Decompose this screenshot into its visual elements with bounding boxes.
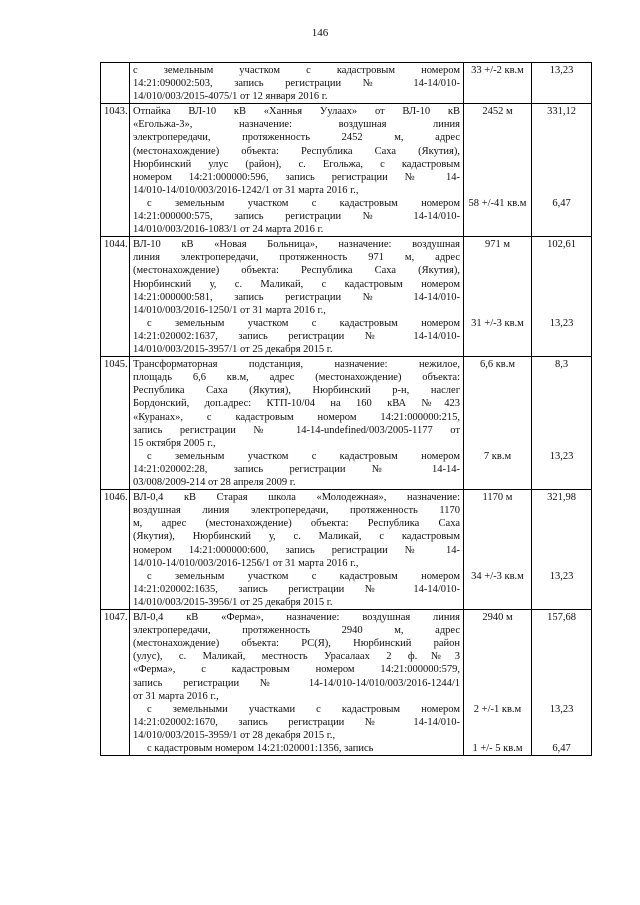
description-block [133, 197, 460, 236]
value-entry: 13,23 [549, 570, 574, 582]
description-line: 14:21:020002:28, запись регистрации № 14-14- [133, 463, 460, 475]
size-entry: 33 +/-2 кв.м [471, 65, 524, 76]
description-line: с земельным участком с кадастровым номером [147, 570, 460, 582]
description-block [133, 358, 460, 450]
table-row [101, 63, 592, 104]
description-line: 14:21:090002:503, запись регистрации № 14-14/010- [133, 78, 460, 90]
description-line: 03/008/2009-214 от 28 апреля 2009 г. [133, 477, 296, 489]
value-cell [532, 104, 592, 237]
value-entry: 13,23 [549, 450, 574, 462]
object-description [130, 63, 464, 104]
description-line: номером 14:21:000000:596, запись регистрации № 14- [133, 171, 460, 183]
size-entry: 6,6 кв.м [479, 359, 516, 371]
description-line: ВЛ-10 кВ «Новая Больница», назначение: воздушная [133, 239, 460, 251]
size-cell [464, 237, 532, 357]
description-line: 14/010/003/2016-1083/1 от 24 марта 2016 г. [133, 224, 324, 236]
description-line: 14:21:020002:1637, запись регистрации № 14-14/010- [133, 330, 460, 342]
value-entry: 13,23 [549, 317, 574, 329]
size-entry: 1170 м [482, 492, 513, 504]
description-line: 14:21:000000:575, запись регистрации № 14-14/010- [133, 211, 460, 223]
size-cell [464, 63, 532, 104]
description-line: (улус), с. Маликай, местность Урасалаах 2 ф.№3 [133, 651, 460, 663]
row-number: 1043. [101, 104, 130, 237]
description-block [133, 317, 460, 356]
table-row [101, 237, 592, 357]
size-entry: 971 м [484, 239, 511, 251]
description-line: м, адрес (местонахождение) объекта: Республика Саха [133, 518, 460, 530]
page-number: 146 [311, 27, 329, 39]
value-entry: 13,23 [549, 703, 574, 715]
description-block [133, 742, 460, 755]
description-line: Нюрбинский у, с. Маликай, с кадастровым номером [133, 278, 460, 290]
property-register-table [100, 62, 592, 756]
value-cell [532, 357, 592, 490]
size-cell [464, 104, 532, 237]
object-description [130, 357, 464, 490]
description-line: Трансформаторная подстанция, назначение: нежилое, [133, 359, 460, 371]
object-description [130, 490, 464, 610]
description-line: 14/010/003/2016-1250/1 от 31 марта 2016 г., [133, 304, 326, 316]
size-entry: 1 +/- 5 кв.м [472, 743, 523, 755]
description-line: запись регистрации № 14-14/010-14/010/003/2016-1244/1 [133, 677, 460, 689]
size-cell [464, 490, 532, 610]
description-line: номером 14:21:000000:600, запись регистрации № 14- [133, 544, 460, 556]
description-line: Нюрбинский улус (район), с. Егольжа, с кадастровым [133, 158, 460, 170]
description-line: (местонахождение) объекта: Республика Саха (Якутия), [133, 145, 460, 157]
description-line: Отпайка ВЛ-10 кВ «Ханнья Уулаах» от ВЛ-10 кВ [133, 106, 460, 118]
object-description [130, 610, 464, 756]
table-row [101, 490, 592, 610]
table-row [101, 104, 592, 237]
description-line: 14:21:000000:581, запись регистрации № 14-14/010- [133, 291, 460, 303]
size-entry: 2452 м [482, 106, 513, 118]
description-line: 15 октября 2005 г., [133, 437, 216, 449]
value-entry: 6,47 [552, 743, 571, 755]
description-line: 14/010/003/2015-3957/1 от 25 декабря 2015 г. [133, 344, 333, 356]
description-line: линия электропередачи, протяженность 971 м, адрес [133, 252, 460, 264]
description-line: от 31 марта 2016 г., [133, 690, 219, 702]
description-line: «Ферма», с кадастровым номером 14:21:000000:579, [133, 664, 460, 676]
description-line: «Куранах», с кадастровым номером 14:21:000000:215, [133, 411, 460, 423]
description-line: воздушная линия электропередачи, протяженность 1170 [133, 505, 460, 517]
description-line: (Якутия), Нюрбинский у, с. Маликай, с кадастровым [133, 531, 460, 543]
size-entry: 2940 м [482, 612, 513, 624]
description-line: Бордонский, доп.адрес: КТП-10/04 на 160 кВА №423 [133, 398, 460, 410]
description-line: «Егольжа-3», назначение: воздушная линия [133, 119, 460, 131]
description-block [133, 611, 460, 703]
description-block [133, 238, 460, 317]
description-block [133, 450, 460, 489]
description-line: (местонахождение) объекта: РС(Я), Нюрбинский район [133, 638, 460, 650]
size-entry: 7 кв.м [483, 450, 512, 462]
row-number [101, 63, 130, 104]
value-cell [532, 610, 592, 756]
description-line: запись регистрации № 14-14-undefined/003/2005-1177 от [133, 424, 460, 436]
value-cell [532, 490, 592, 610]
description-line: с земельным участком с кадастровым номером [147, 197, 460, 209]
description-line: электропередачи, протяженность 2452 м, адрес [133, 132, 460, 144]
value-entry: 8,3 [554, 359, 569, 371]
description-line: 14/010-14/010/003/2016-1242/1 от 31 марта 2016 г., [133, 184, 359, 196]
description-line: с земельным участком с кадастровым номером [147, 317, 460, 329]
description-line: 14/010/003/2015-3956/1 от 25 декабря 2015 г. [133, 596, 333, 608]
value-entry: 331,12 [547, 106, 576, 118]
description-line: ВЛ-0,4 кВ Старая школа «Молодежная», назначение: [133, 492, 460, 504]
value-entry: 102,61 [547, 239, 576, 251]
size-entry: 34 +/-3 кв.м [471, 570, 524, 582]
value-cell [532, 63, 592, 104]
value-entry: 157,68 [547, 612, 576, 624]
description-block [133, 491, 460, 570]
description-block [133, 105, 460, 197]
description-line: ВЛ-0,4 кВ «Ферма», назначение: воздушная линия [133, 612, 460, 624]
size-cell [464, 610, 532, 756]
description-line: 14:21:020002:1670, запись регистрации № 14-14/010- [133, 716, 460, 728]
description-line: электропередачи, протяженность 2940 м, адрес [133, 625, 460, 637]
description-line: с земельным участком с кадастровым номером [147, 450, 460, 462]
description-line: (местонахождение) объекта: Республика Саха (Якутия), [133, 265, 460, 277]
size-entry: 31 +/-3 кв.м [471, 317, 524, 329]
table-row [101, 610, 592, 756]
description-line: площадь 6,6 кв.м, адрес (местонахождение) объекта: [133, 372, 460, 384]
description-line: 14/010/003/2015-4075/1 от 12 января 2016 г. [133, 91, 328, 103]
row-number: 1044. [101, 237, 130, 357]
row-number: 1047. [101, 610, 130, 756]
description-line: 14/010/003/2015-3959/1 от 28 декабря 2015 г., [133, 729, 336, 741]
size-entry: 58 +/-41 кв.м [468, 197, 527, 209]
description-line: с земельными участками с кадастровым номером [147, 703, 460, 715]
table-row [101, 357, 592, 490]
row-number: 1045. [101, 357, 130, 490]
description-line: с кадастровым номером 14:21:020001:1356, запись [147, 742, 374, 754]
value-entry: 321,98 [547, 492, 576, 504]
description-line: с земельным участком с кадастровым номером [133, 65, 460, 76]
size-entry: 2 +/-1 кв.м [473, 703, 522, 715]
size-cell [464, 357, 532, 490]
value-cell [532, 237, 592, 357]
description-line: 14:21:020002:1635, запись регистрации № 14-14/010- [133, 583, 460, 595]
description-block [133, 703, 460, 742]
row-number: 1046. [101, 490, 130, 610]
description-line: Республика Саха (Якутия), Нюрбинский р-н, наслег [133, 385, 460, 397]
value-entry: 6,47 [552, 197, 571, 209]
value-entry: 13,23 [549, 65, 574, 76]
object-description [130, 237, 464, 357]
description-line: 14/010-14/010/003/2016-1256/1 от 31 марта 2016 г., [133, 557, 359, 569]
object-description [130, 104, 464, 237]
description-block [133, 64, 460, 103]
description-block [133, 570, 460, 609]
